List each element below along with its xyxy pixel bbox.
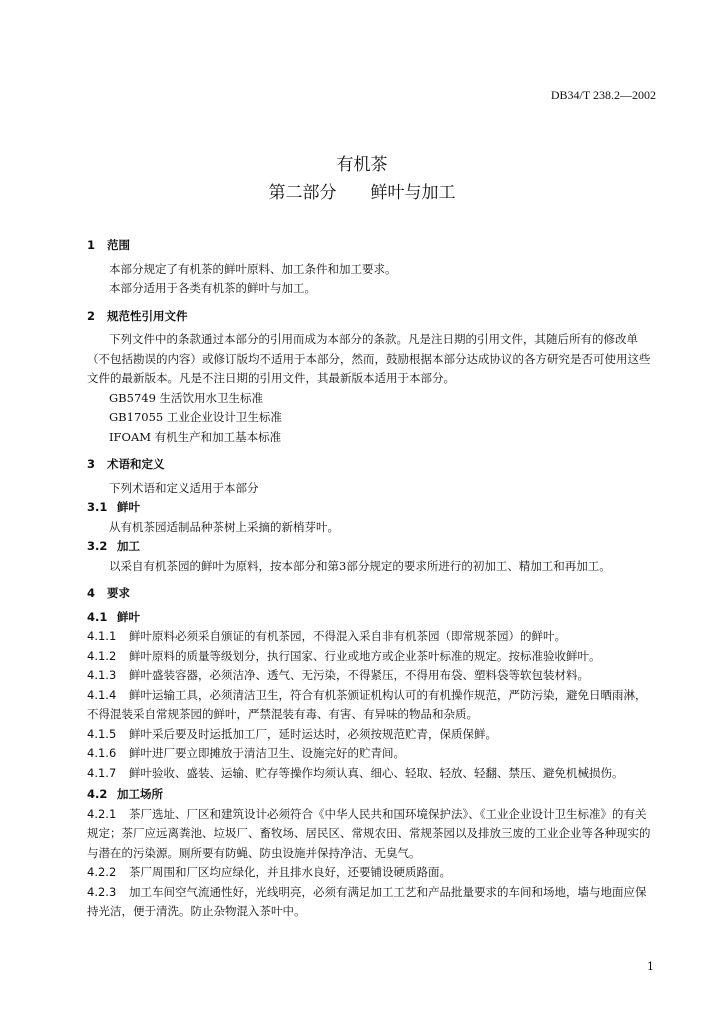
clause-text: 鲜叶进厂要立即摊放于清洁卫生、设施完好的贮青间。 [129,746,405,760]
subsection-title: 加工场所 [117,787,163,801]
subsection-heading [87,608,657,628]
clause [87,627,657,647]
clause-text: 茶厂选址、厂区和建筑设计必须符合《中华人民共和国环境保护法》、《工业企业设计卫生标准》的有关规定；茶厂应远离粪池、垃圾厂、畜牧场、居民区、常规农田、常规茶园以及排放三废的工业企业等各种现实的与潜在的污染源。厕所要有防蝇、防虫设施并保持净洁、无臭气。 [87,806,651,860]
paragraph: 本部分适用于各类有机茶的鲜叶与加工。 [109,281,316,295]
paragraph: 下列文件中的条款通过本部分的引用而成为本部分的条款。凡是注日期的引用文件，其随后所有的修改单（不包括勘误的内容）或修订版均不适用于本部分，然而，鼓励根据本部分达成协议的各方研究是否可使用这些文件的最新版本。凡是不注日期的引用文件，其最新版本适用于本部分。 [87,332,651,385]
clause-text: 鲜叶采后要及时运抵加工厂，延时运达时，必须按规范贮青，保质保鲜。 [129,726,497,741]
reference-item: GB17055 工业企业设计卫生标准 [109,410,282,424]
document-body [87,236,657,922]
section-title: 范围 [107,238,130,252]
doc-subtitle [0,178,724,203]
section-number: 2 [87,308,96,323]
clause-number: 4.1.5 [87,726,117,741]
paragraph: 本部分规定了有机茶的鲜叶原料、加工条件和加工要求。 [109,261,397,276]
doc-title: 有机茶 [336,155,388,175]
clause [87,744,657,764]
clause-number: 4.1.4 [87,687,117,702]
clause [87,764,657,784]
section-heading-1 [87,236,657,256]
clause-text: 鲜叶盛装容器，必须洁净、透气、无污染，不得紧压，不得用布袋、塑料袋等软包装材料。 [129,668,589,682]
clause-text: 鲜叶原料的质量等级划分，执行国家、行业或地方或企业茶叶标准的规定。按标准验收鲜叶。 [129,648,601,663]
clause-number: 4.1.3 [87,668,117,682]
section-number: 1 [87,238,96,252]
subsection-heading [87,537,657,557]
section-heading-3 [87,455,657,475]
clause-number: 4.1.1 [87,629,117,643]
clause-number: 4.1.7 [87,765,117,780]
subsection-title: 加工 [117,539,140,553]
definition: 从有机茶园适制品种茶树上采摘的新梢芽叶。 [109,519,339,534]
subsection-number: 4.1 [87,609,108,624]
clause [87,686,657,725]
subtitle-topic: 鲜叶与加工 [370,183,456,203]
clause-number: 4.1.6 [87,746,117,760]
standard-code: DB34/T 238.2—2002 [550,88,656,102]
page-number: 1 [647,960,654,973]
clause-text: 鲜叶原料必须采自颁证的有机茶园，不得混入采自非有机茶园（即常规茶园）的鲜叶。 [129,629,566,643]
section-heading-2 [87,307,657,327]
clause [87,883,657,922]
subsection-heading [87,785,657,805]
clause-number: 4.2.2 [87,865,117,879]
clause [87,647,657,667]
clause [87,725,657,745]
section-title: 要求 [107,586,130,600]
clause-number: 4.1.2 [87,648,117,663]
subsection-title: 鲜叶 [117,500,140,514]
clause-text: 茶厂周围和厂区均应绿化，并且排水良好，还要铺设硬质路面。 [129,865,451,879]
reference-item: GB5749 生活饮用水卫生标准 [109,390,264,405]
definition: 以采自有机茶园的鲜叶为原料，按本部分和第3部分规定的要求所进行的初加工、精加工和再加工。 [109,558,611,573]
clause-number: 4.2.1 [87,806,117,821]
clause-number: 4.2.3 [87,884,117,899]
section-number: 3 [87,457,96,471]
paragraph: 下列术语和定义适用于本部分 [109,480,259,495]
subsection-title: 鲜叶 [117,609,140,624]
reference-item: IFOAM 有机生产和加工基本标准 [109,429,282,444]
section-title: 术语和定义 [107,457,165,471]
subsection-number: 3.1 [87,500,108,514]
clause-text: 鲜叶验收、盛装、运输、贮存等操作均须认真、细心、轻取、轻放、轻翻、禁压、避免机械损伤。 [129,765,624,780]
section-title: 规范性引用文件 [107,308,188,323]
clause [87,805,657,864]
section-heading-4 [87,584,657,604]
subsection-number: 3.2 [87,539,108,553]
subsection-heading [87,498,657,518]
section-number: 4 [87,586,96,600]
clause-text: 鲜叶运输工具，必须清洁卫生，符合有机茶颁证机构认可的有机操作规范，严防污染，避免日晒雨淋，不得混装采自常规茶园的鲜叶，严禁混装有毒、有害、有异味的物品和杂质。 [87,687,647,721]
subsection-number: 4.2 [87,787,108,801]
clause [87,666,657,686]
clause [87,863,657,883]
subtitle-part: 第二部分 [268,183,337,203]
clause-text: 加工车间空气流通性好，光线明亮，必须有满足加工工艺和产品批量要求的车间和场地，墙与地面应保持光洁，便于清洗。防止杂物混入茶叶中。 [87,884,647,918]
